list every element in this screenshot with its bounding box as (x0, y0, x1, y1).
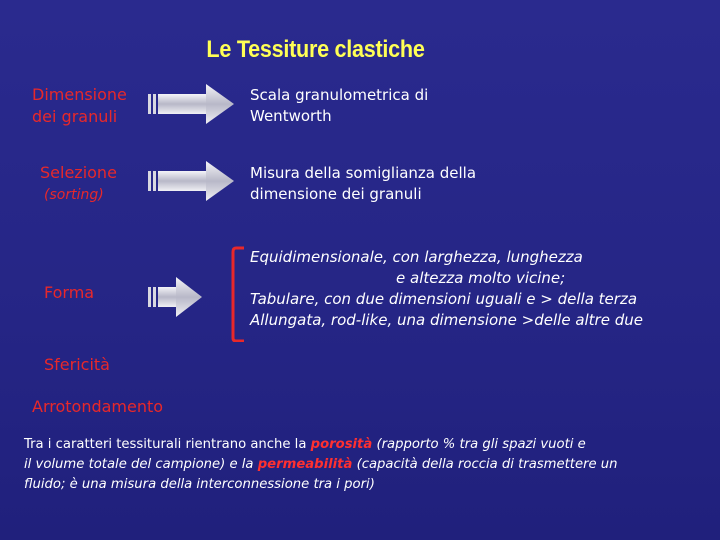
note-line2 (24, 455, 704, 475)
note-line1 (24, 435, 704, 455)
label-dimensione (32, 84, 127, 128)
shape-type-line: Allungata, rod-like, una dimensione >delle altre due (250, 311, 643, 329)
shape-types-list (250, 247, 690, 331)
slide-title: Le Tessiture clastiche (206, 36, 425, 63)
label-selezione (40, 162, 117, 206)
note-line3: fluido; è una misura della interconnessione tra i pori) (24, 477, 375, 492)
description-wentworth (250, 85, 428, 127)
shape-type-line: Equidimensionale, con larghezza, lunghezza (250, 248, 583, 266)
shape-type-line: e altezza molto vicine; (396, 269, 566, 287)
note-text: (rapporto % tra gli spazi vuoti e (372, 437, 586, 452)
label-sorting: (sorting) (44, 187, 104, 203)
arrow-right-icon (148, 277, 204, 317)
description-wentworth-line1: Scala granulometrica di (250, 86, 429, 104)
arrow-right-icon (148, 84, 236, 124)
note-text: il volume totale del campione) e la (24, 457, 258, 472)
arrow-right-icon (148, 161, 236, 201)
description-somiglianza-line1: Misura della somiglianza della (250, 164, 477, 182)
brace-icon (226, 246, 250, 342)
label-dimensione-line2: dei granuli (32, 107, 118, 126)
note-porosita-permeabilita (24, 435, 704, 495)
label-arrotondamento: Arrotondamento (32, 397, 164, 416)
description-wentworth-line2: Wentworth (250, 107, 332, 125)
shape-type-line: Tabulare, con due dimensioni uguali e > della terza (250, 290, 638, 308)
description-somiglianza-line2: dimensione dei granuli (250, 185, 422, 203)
note-text: Tra i caratteri tessiturali rientrano anche la (24, 437, 311, 452)
keyword-porosita: porosità (310, 437, 373, 452)
note-text: (capacità della roccia di trasmettere un (352, 457, 618, 472)
label-selezione-line1: Selezione (40, 163, 117, 182)
label-forma: Forma (44, 283, 95, 302)
label-dimensione-line1: Dimensione (32, 85, 127, 104)
description-somiglianza (250, 163, 476, 205)
keyword-permeabilita: permeabilità (257, 457, 353, 472)
label-sfericita: Sfericità (44, 355, 110, 374)
